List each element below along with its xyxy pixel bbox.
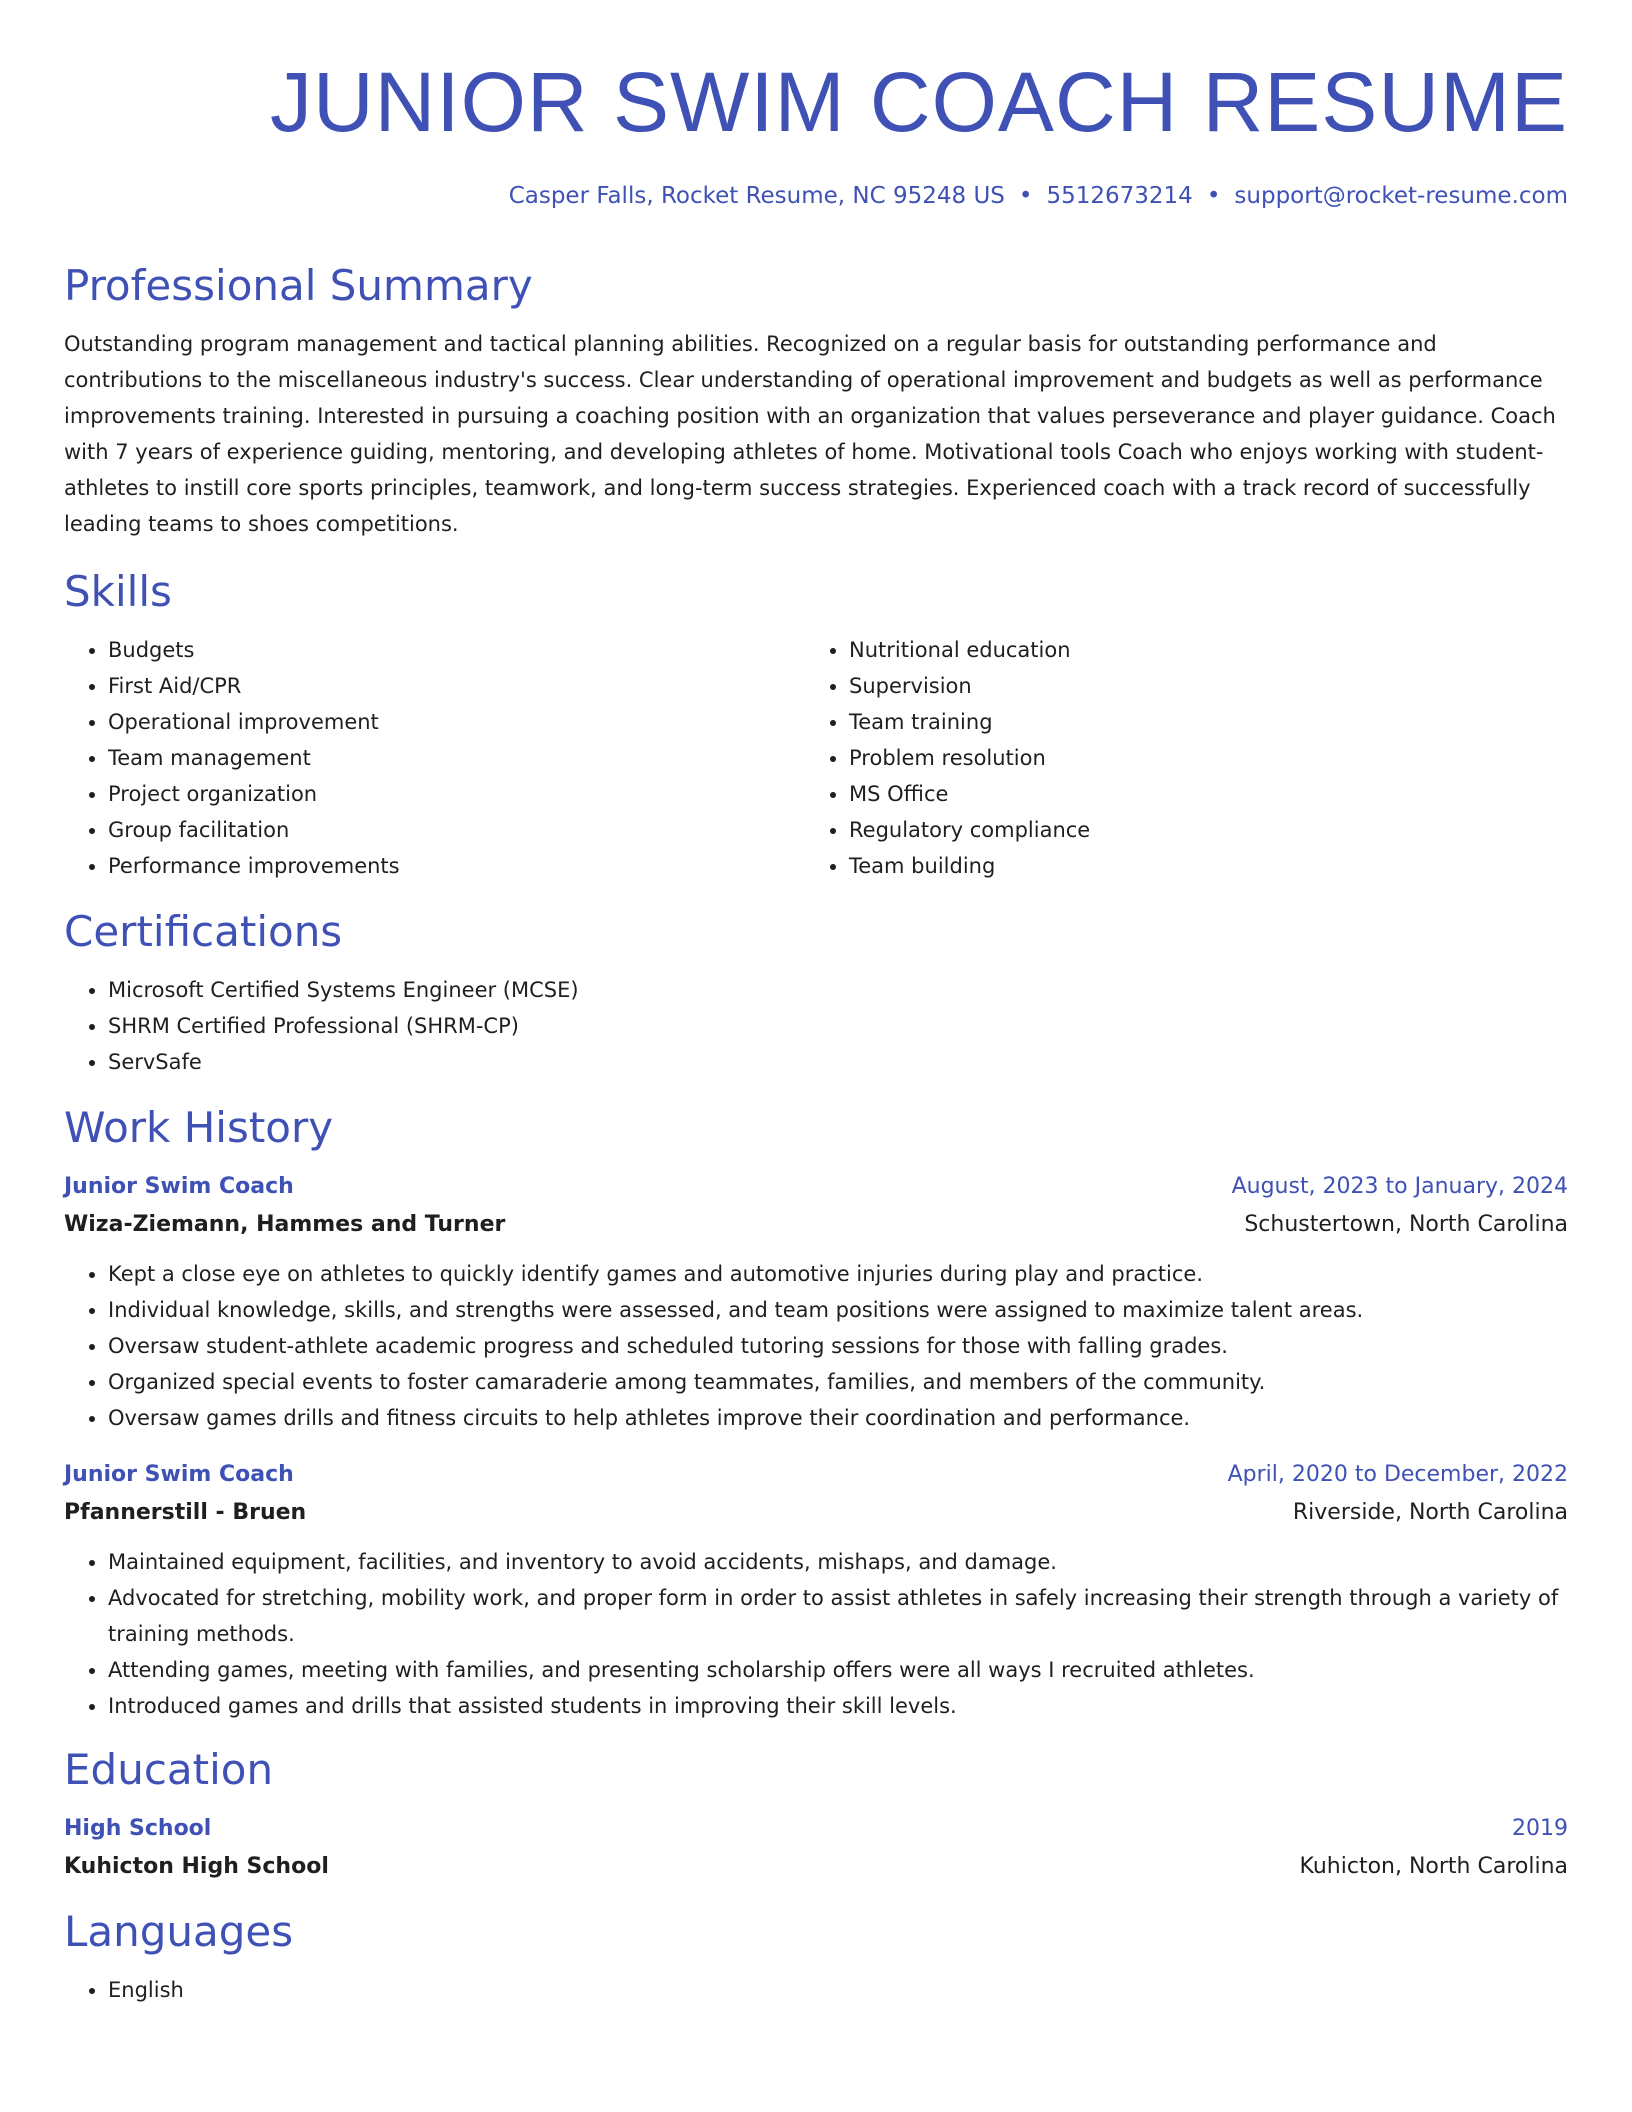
summary-text: Outstanding program management and tactical planning abilities. Recognized on a regular basis for outstanding performance and contributions to the miscellaneous industry's success. Clear understanding of operational improvement and budgets as well as performance improvements training. Interested in pursuing a coaching position with an organization that values perseverance and player guidance. Coach with 7 years of experience guiding, mentoring, and developing athletes of home. Motivational tools Coach who enjoys working with student-athletes to instill core sports principles, teamwork, and long-term success strategies. Experienced coach with a track record of successfully leading teams to shoes competitions.: [64, 332, 1556, 536]
skill-item: • Team building: [849, 848, 1546, 884]
job-bullet: • Maintained equipment, facilities, and inventory to avoid accidents, mishaps, and damage.: [108, 1544, 1568, 1580]
skill-item: • Regulatory compliance: [849, 812, 1546, 848]
skill-item: • Performance improvements: [108, 848, 805, 884]
phone: 5512673214: [1046, 183, 1193, 209]
job-bullets: [64, 1544, 1568, 1724]
school-location: Kuhicton, North Carolina: [1299, 1854, 1568, 1879]
skills-list-left: [64, 632, 805, 884]
employer: Wiza-Ziemann, Hammes and Turner: [64, 1212, 506, 1237]
skill-item: • Team training: [849, 704, 1546, 740]
skills-list-right: [805, 632, 1546, 884]
job-bullet: • Introduced games and drills that assisted students in improving their skill levels.: [108, 1688, 1568, 1724]
skill-item: • Supervision: [849, 668, 1546, 704]
separator: •: [1206, 183, 1221, 209]
skill-item: • Team management: [108, 740, 805, 776]
contact-line: [509, 180, 1568, 212]
certification-item: • SHRM Certified Professional (SHRM-CP): [108, 1008, 1568, 1044]
job-bullet: • Kept a close eye on athletes to quickly identify games and automotive injuries during play and practice.: [108, 1256, 1568, 1292]
skill-item: • Operational improvement: [108, 704, 805, 740]
separator: •: [1018, 183, 1033, 209]
job-bullet: • Oversaw student-athlete academic progress and scheduled tutoring sessions for those with falling grades.: [108, 1328, 1568, 1364]
job-bullet: • Individual knowledge, skills, and strengths were assessed, and team positions were assigned to maximize talent areas.: [108, 1292, 1568, 1328]
job-title: Junior Swim Coach: [64, 1174, 294, 1199]
skill-item: • Problem resolution: [849, 740, 1546, 776]
certification-item: • Microsoft Certified Systems Engineer (MCSE): [108, 972, 1568, 1008]
section-title-certifications: Certifications: [64, 907, 343, 956]
job-dates: April, 2020 to December, 2022: [1227, 1462, 1568, 1487]
skills-grid: [64, 632, 1568, 884]
email: support@rocket-resume.com: [1234, 183, 1568, 209]
skill-item: • Budgets: [108, 632, 805, 668]
job-bullets: [64, 1256, 1568, 1436]
job-bullet: • Attending games, meeting with families, and presenting scholarship offers were all ways I recruited athletes.: [108, 1652, 1568, 1688]
certifications-list: [64, 972, 1568, 1080]
job-location: Schustertown, North Carolina: [1244, 1212, 1568, 1237]
degree: High School: [64, 1816, 212, 1841]
address: Casper Falls, Rocket Resume, NC 95248 US: [508, 183, 1005, 209]
job-bullet: • Organized special events to foster camaraderie among teammates, families, and members of the community.: [108, 1364, 1568, 1400]
resume-title: JUNIOR SWIM COACH RESUME: [269, 55, 1568, 149]
section-title-work-history: Work History: [64, 1103, 334, 1152]
section-title-education: Education: [64, 1745, 274, 1794]
resume-content: [64, 260, 1568, 2030]
job-dates: August, 2023 to January, 2024: [1231, 1174, 1568, 1199]
job-bullet: • Oversaw games drills and fitness circuits to help athletes improve their coordination and performance.: [108, 1400, 1568, 1436]
skill-item: • Nutritional education: [849, 632, 1546, 668]
skill-item: • First Aid/CPR: [108, 668, 805, 704]
languages-list: [64, 1972, 1568, 2008]
certification-item: • ServSafe: [108, 1044, 1568, 1080]
skill-item: • Project organization: [108, 776, 805, 812]
job-title: Junior Swim Coach: [64, 1462, 294, 1487]
section-title-skills: Skills: [64, 567, 172, 616]
education-entry: [64, 1810, 1568, 1886]
language-item: • English: [108, 1972, 1568, 2008]
skill-item: • Group facilitation: [108, 812, 805, 848]
job-entry: [64, 1168, 1568, 1436]
section-title-languages: Languages: [64, 1907, 294, 1956]
school-name: Kuhicton High School: [64, 1854, 329, 1879]
section-title-summary: Professional Summary: [64, 261, 533, 310]
job-location: Riverside, North Carolina: [1292, 1500, 1568, 1525]
employer: Pfannerstill - Bruen: [64, 1500, 307, 1525]
job-bullet: • Advocated for stretching, mobility work, and proper form in order to assist athletes in safely increasing their strength through a variety of training methods.: [108, 1580, 1568, 1652]
skill-item: • MS Office: [849, 776, 1546, 812]
education-year: 2019: [1512, 1816, 1568, 1841]
job-entry: [64, 1456, 1568, 1724]
